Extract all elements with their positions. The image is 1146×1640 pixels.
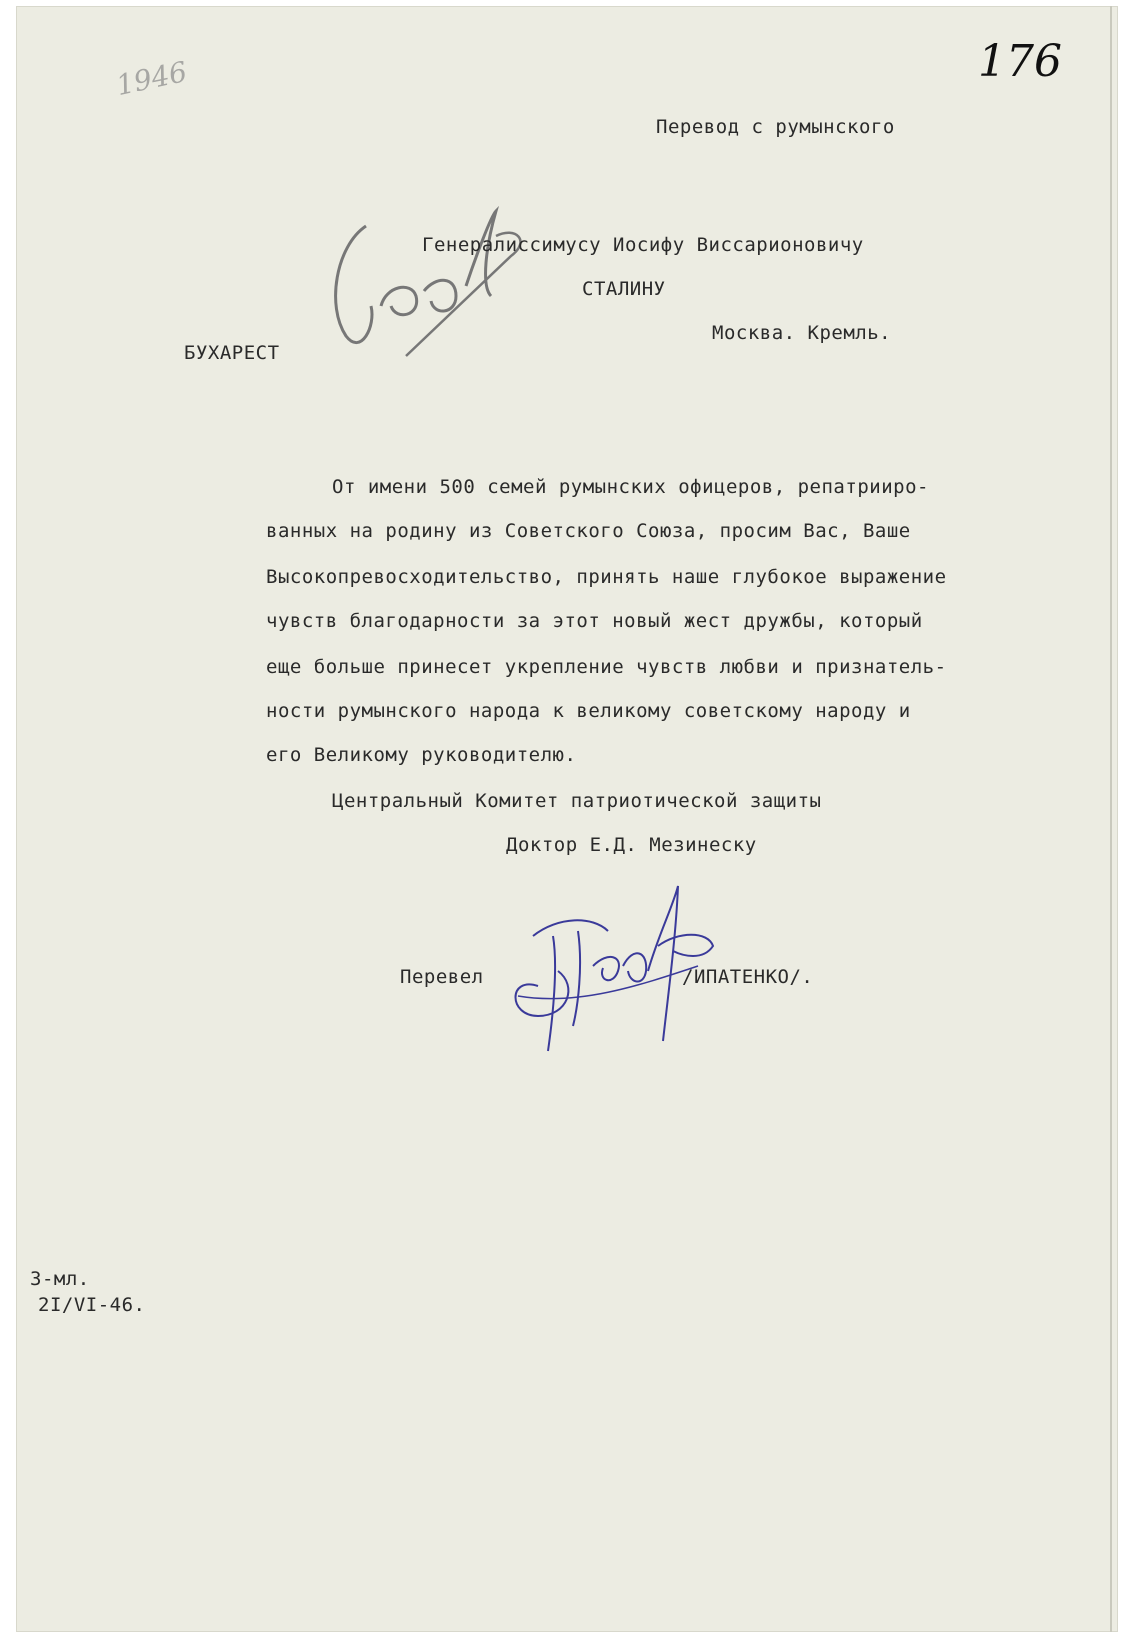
body-line: еще больше принесет укрепление чувств любви и признатель- [266, 656, 947, 678]
header-note: Перевод с румынского [656, 116, 895, 138]
addressee-address: Москва. Кремль. [712, 322, 892, 344]
addressee-title: Генералиссимусу Иосифу Виссарионовичу [422, 234, 864, 256]
pencil-resolution-signature [316, 196, 536, 366]
pencil-mark: 1946 [113, 54, 190, 103]
page-number: 176 [978, 36, 1062, 87]
body-line: его Великому руководителю. [266, 744, 577, 766]
sender-name: Доктор Е.Д. Мезинеску [506, 834, 757, 856]
footer-date: 2I/VI-46. [38, 1294, 146, 1316]
body-line: ности румынского народа к великому советскому народу и [266, 700, 911, 722]
sender-organization: Центральный Комитет патриотической защиты [332, 790, 822, 812]
body-line: чувств благодарности за этот новый жест дружбы, который [266, 610, 923, 632]
footer-reference: 3-мл. [30, 1268, 90, 1290]
translator-label: Перевел [400, 966, 484, 988]
body-line: Высокопревосходительство, принять наше глубокое выражение [266, 566, 947, 588]
body-line: От имени 500 семей румынских офицеров, репатрииро- [332, 476, 929, 498]
origin-city: БУХАРЕСТ [184, 342, 280, 364]
document-page [16, 6, 1118, 1632]
translator-name: /ИПАТЕНКО/. [682, 966, 814, 988]
body-line: ванных на родину из Советского Союза, просим Вас, Ваше [266, 520, 911, 542]
paper-edge [1110, 6, 1112, 1632]
addressee-name: СТАЛИНУ [582, 278, 666, 300]
